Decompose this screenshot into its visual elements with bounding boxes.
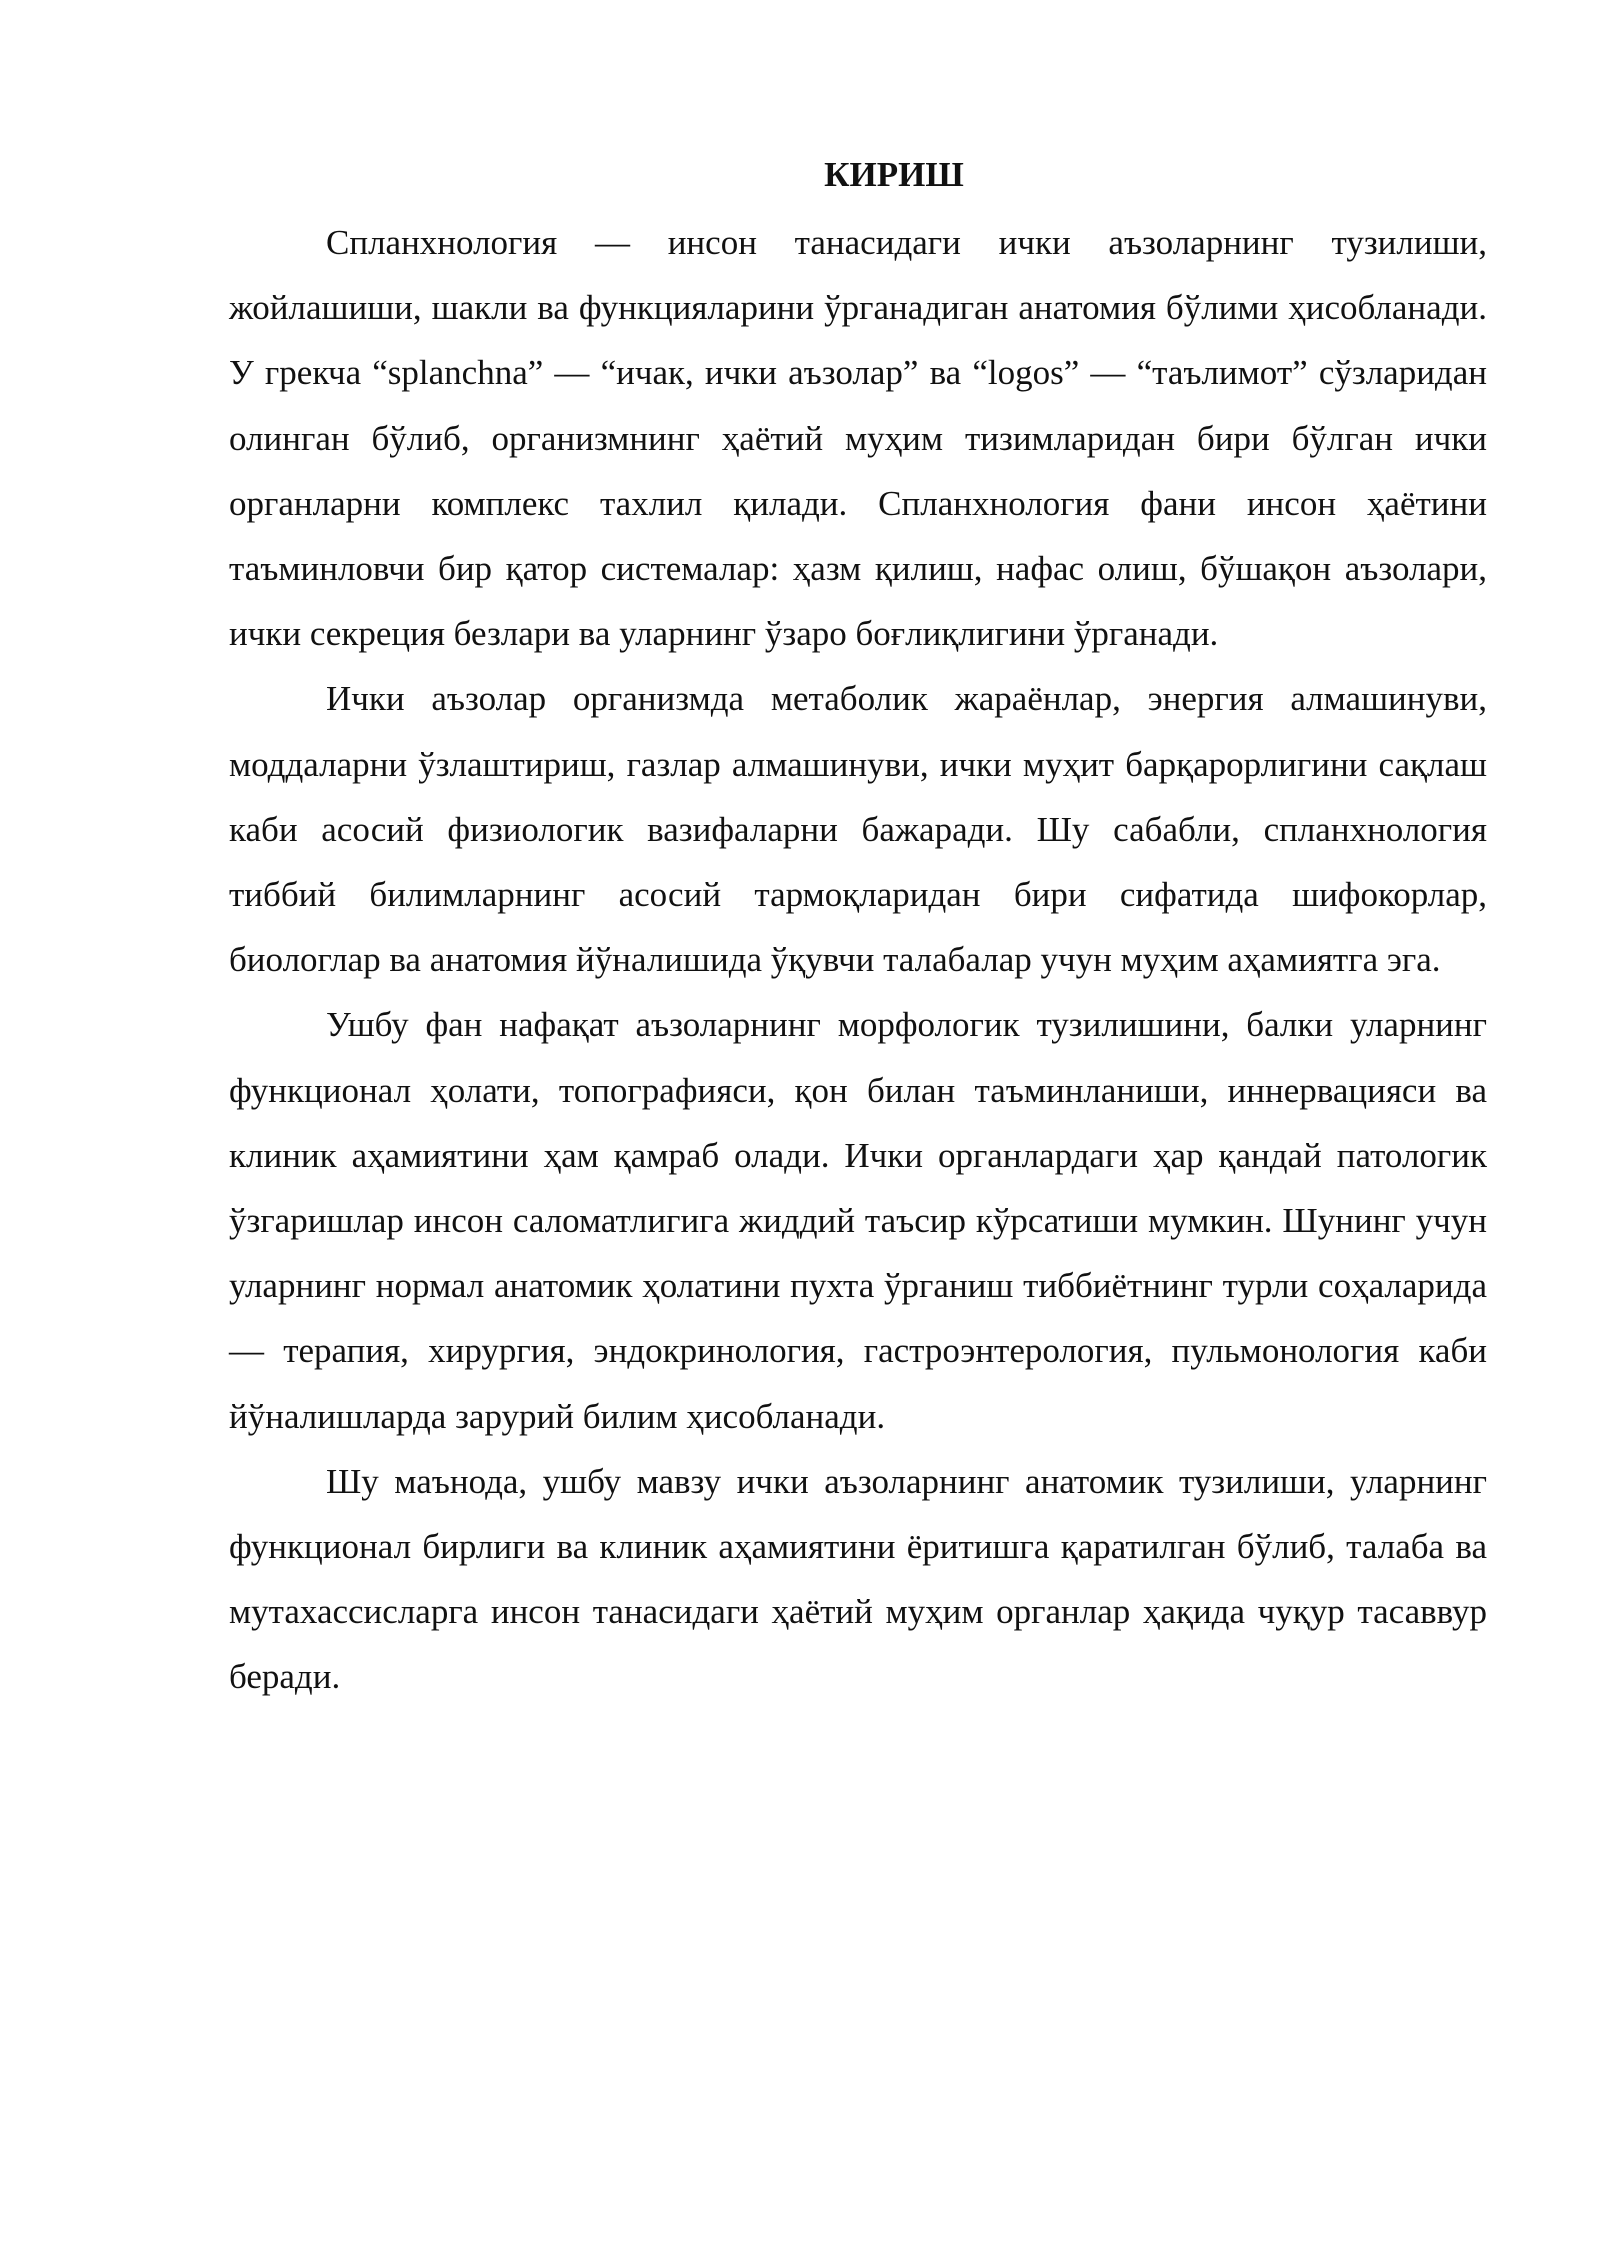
document-body bbox=[229, 148, 1487, 1710]
paragraph-2: Ички аъзолар организмда метаболик жараёнлар, энергия алмашинуви, моддаларни ўзлаштириш, газлар алмашинуви, ички муҳит барқарорлигини сақлаш каби асосий физиологик вазифаларни бажаради. Шу сабабли, спланхнология тиббий билимларнинг асосий тармоқларидан бири сифатида шифокорлар, биологлар ва анатомия йўналишида ўқувчи талабалар учун муҳим аҳамиятга эга. bbox=[229, 679, 1487, 980]
paragraph-3: Ушбу фан нафақат аъзоларнинг морфологик тузилишини, балки уларнинг функционал ҳолати, топографияси, қон билан таъминланиши, иннервацияси ва клиник аҳамиятини ҳам қамраб олади. Ички органлардаги ҳар қандай патологик ўзгаришлар инсон саломатлигига жиддий таъсир кўрсатиши мумкин. Шунинг учун уларнинг нормал анатомик ҳолатини пухта ўрганиш тиббиётнинг турли соҳаларида — терапия, хирургия, эндокринология, гастроэнтерология, пульмонология каби йўналишларда зарурий билим ҳисобланади. bbox=[229, 1005, 1487, 1436]
paragraph-1: Спланхнология — инсон танасидаги ички аъзоларнинг тузилиши, жойлашиши, шакли ва функцияларини ўрганадиган анатомия бўлими ҳисобланади. У грекча “splanchna” — “ичак, ички аъзолар” ва “logos” — “таълимот” сўзларидан олинган бўлиб, организмнинг ҳаётий муҳим тизимларидан бири бўлган ички органларни комплекс тахлил қилади. Спланхнология фани инсон ҳаётини таъминловчи бир қатор системалар: ҳазм қилиш, нафас олиш, бўшақон аъзолари, ички секреция безлари ва уларнинг ўзаро боғлиқлигини ўрганади. bbox=[229, 223, 1487, 654]
page-title: КИРИШ bbox=[824, 155, 964, 194]
paragraph-4: Шу маънода, ушбу мавзу ички аъзоларнинг анатомик тузилиши, уларнинг функционал бирлиги ва клиник аҳамиятини ёритишга қаратилган бўлиб, талаба ва мутахассисларга инсон танасидаги ҳаётий муҳим органлар ҳақида чуқур тасаввур беради. bbox=[229, 1461, 1487, 1697]
